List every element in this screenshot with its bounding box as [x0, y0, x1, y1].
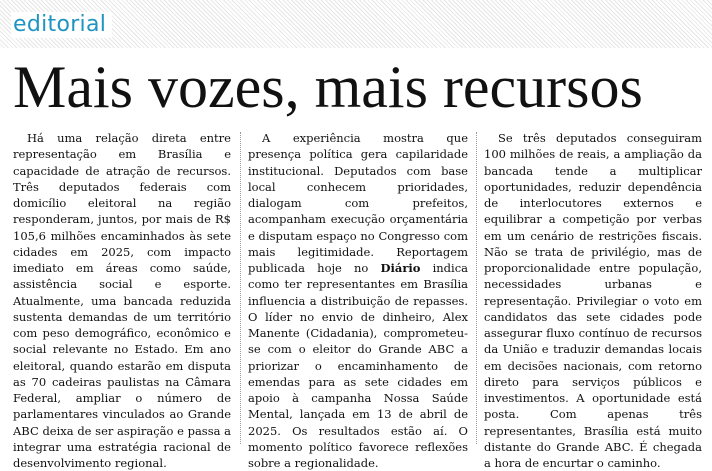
paragraph-2-text-end: indica como ter representantes em Brasília influencia a distribuição de repasses. O líder no envio de dinheiro, Alex Manente (Cidadania), comprometeu-se com o eleitor do Grande ABC a priorizar o encaminhamento de emendas para as sete cidades em apoio à campanha Nossa Saúde Mental, lançada em 13 de abril de 2025. Os resultados estão aí. O momento político favorece reflexões sobre a regionalidade.: [248, 261, 469, 470]
article-column-2: [248, 130, 468, 471]
paragraph-3-text: Se três deputados conseguiram 100 milhões de reais, a ampliação da bancada tende a multiplicar oportunidades, reduzir dependência de interlocutores externos e equilibrar a competição por verbas em um cenário de restrições fiscais. Não se trata de privilégio, mas de proporcionalidade entre população, necessidades urbanas e representação. Privilegiar o voto em candidatos das sete cidades pode assegurar fluxo contínuo de recursos da União e traduzir demandas locais em decisões nacionais, com retorno direto para serviços públicos e investimentos. A oportunidade está posta. Com apenas três representantes, Brasília está muito distante do Grande ABC. É chegada a hora de encurtar o caminho.: [484, 131, 702, 470]
article-column-3: [484, 130, 702, 471]
headline: Mais vozes, mais recursos: [13, 54, 643, 120]
newspaper-name: Diário: [380, 261, 421, 275]
column-divider-2: [476, 132, 477, 444]
paragraph-1-text: Há uma relação direta entre representação em Brasília e capacidade de atração de recursos. Três deputados federais com domicílio eleitoral na região responderam, juntos, por mais de R$ 105,6 milhões encaminhados às sete cidades em 2025, com impacto imediato em áreas como saúde, assistência social e esporte. Atualmente, uma bancada reduzida sustenta demandas de um território com peso demográfico, econômico e social relevante no Estado. Em ano eleitoral, quando estarão em disputa as 70 cadeiras paulistas na Câmara Federal, ampliar o número de parlamentares vinculados ao Grande ABC deixa de ser aspiração e passa a integrar uma estratégia racional de desenvolvimento regional.: [13, 131, 231, 470]
article-column-1: [13, 130, 231, 471]
paragraph-3: [484, 130, 702, 471]
section-label: editorial: [11, 12, 112, 38]
paragraph-2: [248, 130, 468, 471]
paragraph-2-text-start: A experiência mostra que presença política gera capilaridade institucional. Deputados com base local conhecem prioridades, dialogam com prefeitos, acompanham execução orçamentária e disputam espaço no Congresso com mais legitimidade. Reportagem publicada hoje no: [248, 131, 468, 275]
paragraph-1: [13, 130, 231, 471]
column-divider-1: [240, 132, 241, 444]
